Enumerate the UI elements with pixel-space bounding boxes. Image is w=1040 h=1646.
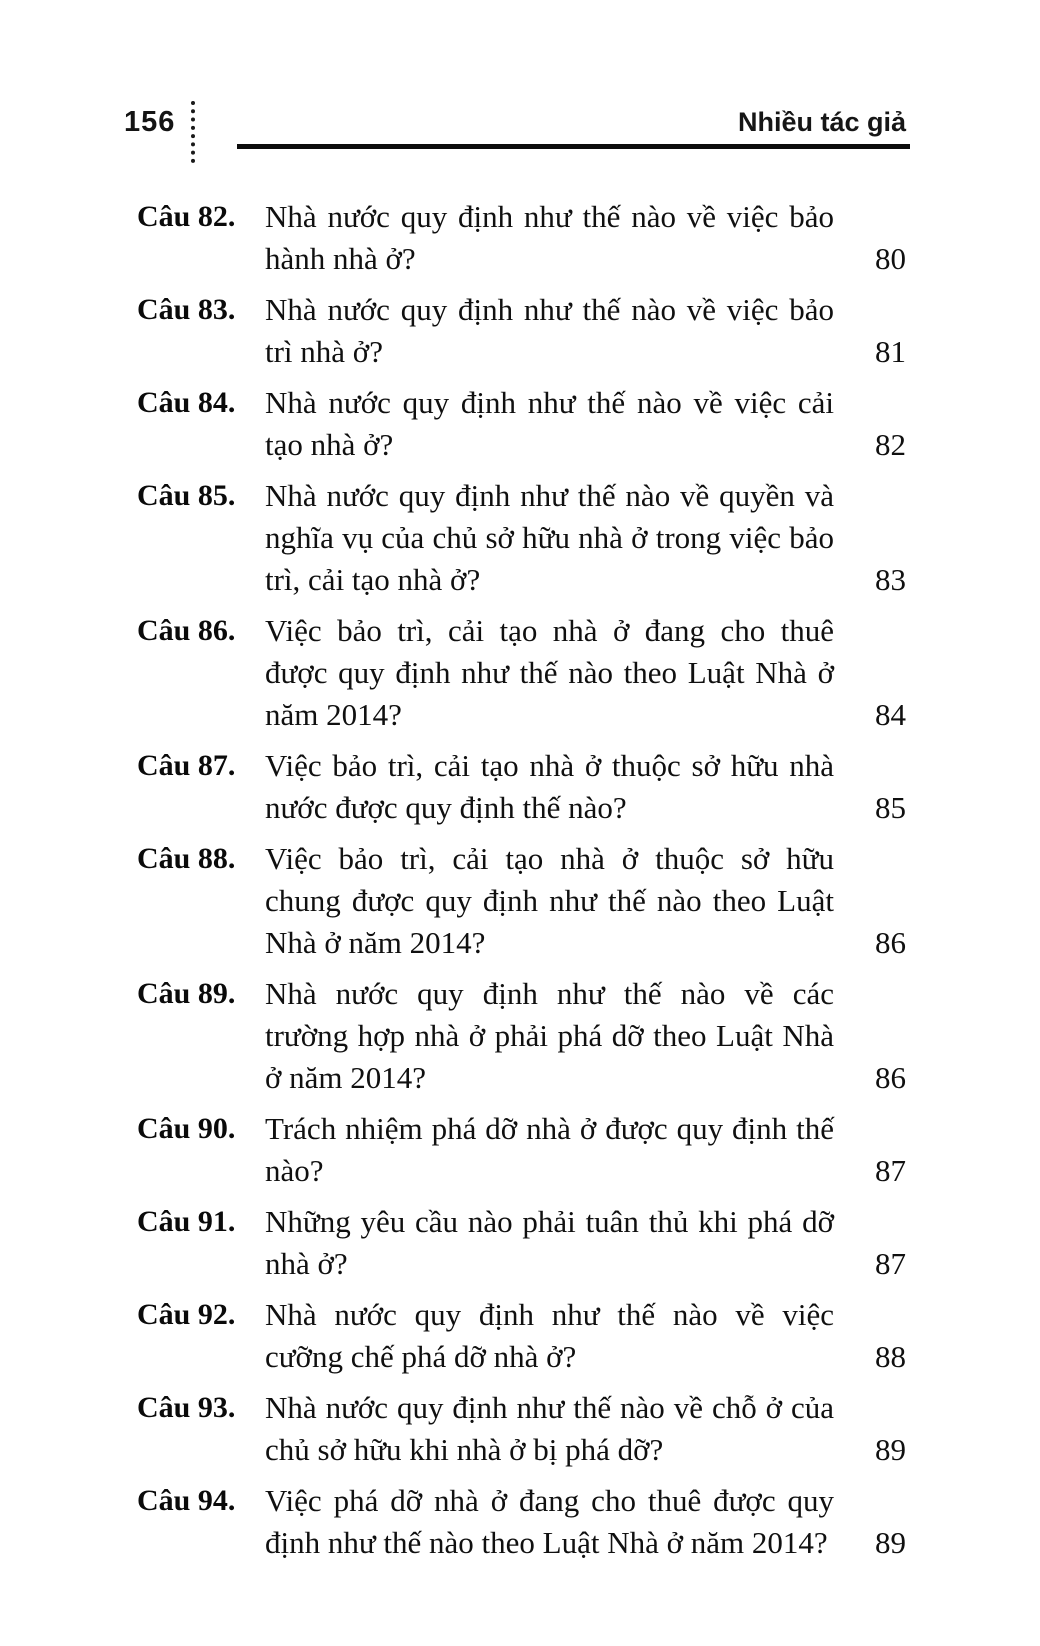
toc-entry [137,745,906,829]
toc-entry-label: Câu 90. [137,1112,236,1145]
toc-entry-title: Nhà nước quy định như thế nào về việc cải tạo nhà ở? [265,385,834,462]
toc-entry [137,973,906,1099]
toc-entry-page-number: 83 [875,562,906,597]
toc-entry-page-number: 86 [875,925,906,960]
toc-entry-label: Câu 94. [137,1484,236,1517]
toc-entry [137,289,906,373]
toc-entry [137,838,906,964]
toc-entry [137,382,906,466]
toc-list [137,196,906,1573]
toc-entry-page-number: 86 [875,1060,906,1095]
toc-entry-title: Nhà nước quy định như thế nào về chỗ ở của chủ sở hữu khi nhà ở bị phá dỡ? [265,1390,834,1467]
toc-entry-label: Câu 93. [137,1391,236,1424]
toc-entry-page-number: 81 [875,334,906,369]
toc-entry-label: Câu 89. [137,977,236,1010]
toc-entry-title: Những yêu cầu nào phải tuân thủ khi phá dỡ nhà ở? [265,1204,834,1281]
toc-entry [137,1387,906,1471]
toc-entry-title: Nhà nước quy định như thế nào về việc bảo trì nhà ở? [265,292,834,369]
toc-entry-title: Nhà nước quy định như thế nào về việc cưỡng chế phá dỡ nhà ở? [265,1297,834,1374]
running-title: Nhiều tác giả [737,107,906,137]
toc-entry-title: Việc phá dỡ nhà ở đang cho thuê được quy định như thế nào theo Luật Nhà ở năm 2014? [265,1483,834,1560]
toc-entry-label: Câu 82. [137,200,236,233]
header-rule [237,144,910,149]
toc-entry-label: Câu 92. [137,1298,236,1331]
toc-entry-label: Câu 91. [137,1205,236,1238]
toc-entry-page-number: 89 [875,1525,906,1560]
toc-entry-page-number: 88 [875,1339,906,1374]
toc-entry [137,1108,906,1192]
toc-entry-label: Câu 83. [137,293,236,326]
toc-entry-page-number: 82 [875,427,906,462]
toc-entry [137,1201,906,1285]
folio-page-number: 156 [124,106,176,138]
toc-entry-title: Việc bảo trì, cải tạo nhà ở đang cho thuê được quy định như thế nào theo Luật Nhà ở năm 2014? [265,613,834,732]
toc-entry-title: Nhà nước quy định như thế nào về các trường hợp nhà ở phải phá dỡ theo Luật Nhà ở năm 2014? [265,976,834,1095]
chain-ornament-icon [191,101,195,163]
toc-entry-page-number: 85 [875,790,906,825]
toc-entry-title: Việc bảo trì, cải tạo nhà ở thuộc sở hữu chung được quy định như thế nào theo Luật Nhà ở năm 2014? [265,841,834,960]
toc-entry-label: Câu 84. [137,386,236,419]
toc-entry-page-number: 84 [875,697,906,732]
toc-entry-label: Câu 86. [137,614,236,647]
toc-entry-page-number: 87 [875,1153,906,1188]
toc-entry [137,1294,906,1378]
toc-entry [137,1480,906,1564]
toc-entry-page-number: 87 [875,1246,906,1281]
page-header [0,0,1040,200]
toc-entry [137,196,906,280]
toc-entry-page-number: 89 [875,1432,906,1467]
toc-entry-page-number: 80 [875,241,906,276]
toc-entry-label: Câu 88. [137,842,236,875]
toc-entry [137,475,906,601]
toc-entry-title: Trách nhiệm phá dỡ nhà ở được quy định thế nào? [265,1111,834,1188]
toc-entry-title: Nhà nước quy định như thế nào về việc bảo hành nhà ở? [265,199,834,276]
toc-entry-title: Nhà nước quy định như thế nào về quyền và nghĩa vụ của chủ sở hữu nhà ở trong việc bảo trì, cải tạo nhà ở? [265,478,834,597]
toc-entry-title: Việc bảo trì, cải tạo nhà ở thuộc sở hữu nhà nước được quy định thế nào? [265,748,834,825]
toc-entry-label: Câu 85. [137,479,236,512]
toc-entry [137,610,906,736]
toc-entry-label: Câu 87. [137,749,236,782]
